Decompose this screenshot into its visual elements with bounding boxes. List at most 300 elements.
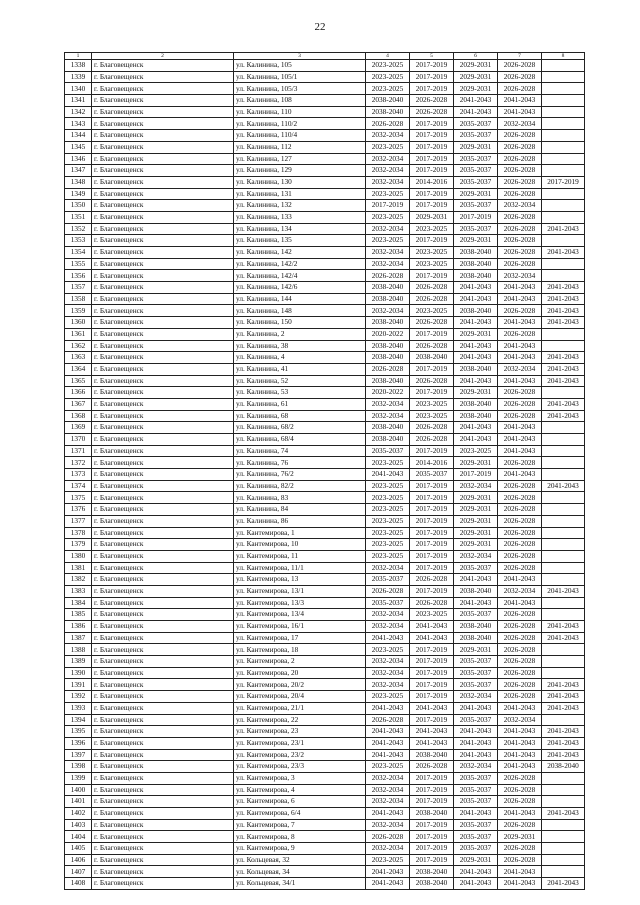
table-row xyxy=(65,434,585,446)
table-row xyxy=(65,328,585,340)
table-row xyxy=(65,352,585,364)
period-cell: 2026-2028 xyxy=(410,293,454,305)
table-row xyxy=(65,176,585,188)
table-row xyxy=(65,726,585,738)
period-cell: 2029-2031 xyxy=(454,457,498,469)
row-number-cell: 1343 xyxy=(65,118,92,130)
row-number-cell: 1408 xyxy=(65,878,92,890)
period-cell: 2041-2043 xyxy=(454,352,498,364)
period-cell: 2041-2043 xyxy=(542,726,585,738)
row-number-cell: 1378 xyxy=(65,527,92,539)
period-cell: 2032-2034 xyxy=(498,118,542,130)
city-cell: г. Благовещенск xyxy=(92,141,234,153)
period-cell: 2041-2043 xyxy=(542,293,585,305)
period-cell xyxy=(542,597,585,609)
period-cell: 2017-2019 xyxy=(410,843,454,855)
period-cell: 2032-2034 xyxy=(366,247,410,259)
period-cell: 2041-2043 xyxy=(542,621,585,633)
column-number: 3 xyxy=(234,53,366,60)
period-cell: 2032-2034 xyxy=(366,223,410,235)
period-cell xyxy=(542,200,585,212)
period-cell: 2032-2034 xyxy=(454,761,498,773)
city-cell: г. Благовещенск xyxy=(92,621,234,633)
row-number-cell: 1386 xyxy=(65,621,92,633)
period-cell: 2038-2040 xyxy=(454,258,498,270)
period-cell: 2026-2028 xyxy=(498,784,542,796)
period-cell: 2038-2040 xyxy=(366,282,410,294)
address-cell: ул. Калинина, 142 xyxy=(234,247,366,259)
period-cell: 2017-2019 xyxy=(410,141,454,153)
column-number: 8 xyxy=(542,53,585,60)
city-cell: г. Благовещенск xyxy=(92,808,234,820)
period-cell xyxy=(542,796,585,808)
period-cell: 2041-2043 xyxy=(498,878,542,890)
period-cell xyxy=(542,854,585,866)
address-cell: ул. Кантемирова, 23/1 xyxy=(234,737,366,749)
table-row xyxy=(65,60,585,72)
address-cell: ул. Калинина, 53 xyxy=(234,387,366,399)
address-cell: ул. Кантемирова, 13/3 xyxy=(234,597,366,609)
table-row xyxy=(65,317,585,329)
period-cell: 2017-2019 xyxy=(410,714,454,726)
period-cell: 2041-2043 xyxy=(454,422,498,434)
period-cell: 2023-2025 xyxy=(410,305,454,317)
period-cell: 2038-2040 xyxy=(366,434,410,446)
period-cell: 2026-2028 xyxy=(498,480,542,492)
period-cell: 2041-2043 xyxy=(366,726,410,738)
period-cell xyxy=(542,539,585,551)
period-cell: 2026-2028 xyxy=(366,831,410,843)
period-cell xyxy=(542,656,585,668)
period-cell: 2017-2019 xyxy=(410,539,454,551)
period-cell xyxy=(542,118,585,130)
table-row xyxy=(65,223,585,235)
column-number: 4 xyxy=(366,53,410,60)
table-row xyxy=(65,282,585,294)
city-cell: г. Благовещенск xyxy=(92,667,234,679)
period-cell: 2023-2025 xyxy=(366,141,410,153)
row-number-cell: 1404 xyxy=(65,831,92,843)
period-cell: 2026-2028 xyxy=(498,165,542,177)
row-number-cell: 1406 xyxy=(65,854,92,866)
address-cell: ул. Кантемирова, 23 xyxy=(234,726,366,738)
period-cell xyxy=(542,504,585,516)
period-cell xyxy=(542,270,585,282)
period-cell: 2041-2043 xyxy=(542,480,585,492)
table-row xyxy=(65,808,585,820)
period-cell xyxy=(542,492,585,504)
period-cell: 2032-2034 xyxy=(454,480,498,492)
period-cell: 2026-2028 xyxy=(498,457,542,469)
period-cell: 2041-2043 xyxy=(454,340,498,352)
period-cell: 2041-2043 xyxy=(498,95,542,107)
period-cell: 2026-2028 xyxy=(410,761,454,773)
address-cell: ул. Кантемирова, 10 xyxy=(234,539,366,551)
period-cell: 2023-2025 xyxy=(366,761,410,773)
city-cell: г. Благовещенск xyxy=(92,398,234,410)
period-cell: 2041-2043 xyxy=(542,749,585,761)
row-number-cell: 1359 xyxy=(65,305,92,317)
row-number-cell: 1357 xyxy=(65,282,92,294)
table-row xyxy=(65,153,585,165)
period-cell: 2026-2028 xyxy=(366,270,410,282)
address-cell: ул. Калинина, 110/4 xyxy=(234,130,366,142)
table-row xyxy=(65,480,585,492)
city-cell: г. Благовещенск xyxy=(92,95,234,107)
period-cell: 2026-2028 xyxy=(498,644,542,656)
period-cell: 2017-2019 xyxy=(542,176,585,188)
table-row xyxy=(65,457,585,469)
period-cell: 2014-2016 xyxy=(410,176,454,188)
period-cell: 2035-2037 xyxy=(366,445,410,457)
period-cell: 2041-2043 xyxy=(498,574,542,586)
city-cell: г. Благовещенск xyxy=(92,352,234,364)
period-cell: 2041-2043 xyxy=(498,317,542,329)
city-cell: г. Благовещенск xyxy=(92,504,234,516)
address-cell: ул. Калинина, 76 xyxy=(234,457,366,469)
period-cell: 2029-2031 xyxy=(454,504,498,516)
row-number-cell: 1377 xyxy=(65,515,92,527)
period-cell: 2038-2040 xyxy=(454,398,498,410)
table-row xyxy=(65,843,585,855)
period-cell: 2029-2031 xyxy=(454,539,498,551)
period-cell: 2038-2040 xyxy=(366,293,410,305)
row-number-cell: 1396 xyxy=(65,737,92,749)
period-cell: 2023-2025 xyxy=(366,527,410,539)
period-cell: 2026-2028 xyxy=(498,515,542,527)
period-cell: 2026-2028 xyxy=(498,398,542,410)
address-cell: ул. Кантемирова, 4 xyxy=(234,784,366,796)
registry-body xyxy=(65,60,585,890)
period-cell: 2032-2034 xyxy=(366,398,410,410)
period-cell xyxy=(542,866,585,878)
city-cell: г. Благовещенск xyxy=(92,165,234,177)
address-cell: ул. Калинина, 148 xyxy=(234,305,366,317)
period-cell: 2041-2043 xyxy=(454,808,498,820)
period-cell: 2023-2025 xyxy=(366,480,410,492)
city-cell: г. Благовещенск xyxy=(92,679,234,691)
period-cell: 2041-2043 xyxy=(366,469,410,481)
table-row xyxy=(65,574,585,586)
table-row xyxy=(65,95,585,107)
period-cell: 2041-2043 xyxy=(498,422,542,434)
table-row xyxy=(65,188,585,200)
period-cell: 2041-2043 xyxy=(498,434,542,446)
period-cell: 2041-2043 xyxy=(498,726,542,738)
address-cell: ул. Кантемирова, 2 xyxy=(234,656,366,668)
row-number-cell: 1350 xyxy=(65,200,92,212)
row-number-cell: 1385 xyxy=(65,609,92,621)
period-cell: 2032-2034 xyxy=(366,784,410,796)
period-cell: 2038-2040 xyxy=(454,410,498,422)
period-cell: 2035-2037 xyxy=(454,772,498,784)
period-cell: 2026-2028 xyxy=(498,235,542,247)
city-cell: г. Благовещенск xyxy=(92,118,234,130)
address-cell: ул. Калинина, 61 xyxy=(234,398,366,410)
city-cell: г. Благовещенск xyxy=(92,878,234,890)
table-row xyxy=(65,679,585,691)
row-number-cell: 1352 xyxy=(65,223,92,235)
row-number-cell: 1405 xyxy=(65,843,92,855)
city-cell: г. Благовещенск xyxy=(92,188,234,200)
period-cell: 2041-2043 xyxy=(498,293,542,305)
period-cell: 2035-2037 xyxy=(454,609,498,621)
period-cell: 2026-2028 xyxy=(498,492,542,504)
row-number-cell: 1349 xyxy=(65,188,92,200)
row-number-cell: 1342 xyxy=(65,106,92,118)
city-cell: г. Благовещенск xyxy=(92,247,234,259)
period-cell: 2017-2019 xyxy=(410,387,454,399)
period-cell: 2029-2031 xyxy=(454,141,498,153)
address-cell: ул. Кантемирова, 13/4 xyxy=(234,609,366,621)
period-cell: 2029-2031 xyxy=(498,831,542,843)
period-cell: 2041-2043 xyxy=(454,106,498,118)
address-cell: ул. Калинина, 74 xyxy=(234,445,366,457)
row-number-cell: 1371 xyxy=(65,445,92,457)
period-cell: 2041-2043 xyxy=(498,761,542,773)
period-cell: 2041-2043 xyxy=(542,282,585,294)
address-cell: ул. Калинина, 4 xyxy=(234,352,366,364)
period-cell: 2026-2028 xyxy=(498,258,542,270)
table-row xyxy=(65,714,585,726)
period-cell: 2014-2016 xyxy=(410,457,454,469)
period-cell xyxy=(542,165,585,177)
period-cell: 2041-2043 xyxy=(542,363,585,375)
city-cell: г. Благовещенск xyxy=(92,317,234,329)
period-cell: 2032-2034 xyxy=(366,843,410,855)
period-cell: 2017-2019 xyxy=(410,130,454,142)
city-cell: г. Благовещенск xyxy=(92,340,234,352)
period-cell: 2029-2031 xyxy=(454,854,498,866)
period-cell: 2023-2025 xyxy=(366,211,410,223)
table-row xyxy=(65,866,585,878)
period-cell: 2038-2040 xyxy=(410,808,454,820)
period-cell: 2038-2040 xyxy=(366,106,410,118)
table-row xyxy=(65,83,585,95)
table-row xyxy=(65,270,585,282)
period-cell: 2026-2028 xyxy=(498,504,542,516)
row-number-cell: 1366 xyxy=(65,387,92,399)
row-number-cell: 1400 xyxy=(65,784,92,796)
period-cell: 2041-2043 xyxy=(542,317,585,329)
row-number-cell: 1401 xyxy=(65,796,92,808)
registry-table xyxy=(64,52,585,890)
table-row xyxy=(65,562,585,574)
period-cell xyxy=(542,83,585,95)
city-cell: г. Благовещенск xyxy=(92,492,234,504)
period-cell: 2041-2043 xyxy=(454,597,498,609)
period-cell: 2017-2019 xyxy=(410,819,454,831)
table-row xyxy=(65,200,585,212)
period-cell: 2026-2028 xyxy=(498,141,542,153)
period-cell xyxy=(542,434,585,446)
period-cell xyxy=(542,843,585,855)
table-row xyxy=(65,515,585,527)
row-number-cell: 1361 xyxy=(65,328,92,340)
table-row xyxy=(65,691,585,703)
address-cell: ул. Калинина, 110/2 xyxy=(234,118,366,130)
period-cell: 2041-2043 xyxy=(542,679,585,691)
period-cell: 2032-2034 xyxy=(498,714,542,726)
period-cell: 2026-2028 xyxy=(410,574,454,586)
address-cell: ул. Калинина, 131 xyxy=(234,188,366,200)
city-cell: г. Благовещенск xyxy=(92,539,234,551)
period-cell: 2017-2019 xyxy=(410,550,454,562)
period-cell: 2038-2040 xyxy=(454,621,498,633)
address-cell: ул. Калинина, 127 xyxy=(234,153,366,165)
table-row xyxy=(65,211,585,223)
city-cell: г. Благовещенск xyxy=(92,363,234,375)
period-cell: 2017-2019 xyxy=(410,562,454,574)
period-cell: 2029-2031 xyxy=(454,235,498,247)
city-cell: г. Благовещенск xyxy=(92,702,234,714)
period-cell xyxy=(542,60,585,72)
table-row xyxy=(65,539,585,551)
table-row xyxy=(65,340,585,352)
period-cell xyxy=(542,574,585,586)
city-cell: г. Благовещенск xyxy=(92,223,234,235)
address-cell: ул. Калинина, 105/1 xyxy=(234,71,366,83)
period-cell: 2029-2031 xyxy=(454,71,498,83)
address-cell: ул. Кольцевая, 32 xyxy=(234,854,366,866)
city-cell: г. Благовещенск xyxy=(92,550,234,562)
period-cell: 2026-2028 xyxy=(498,211,542,223)
row-number-cell: 1351 xyxy=(65,211,92,223)
period-cell: 2041-2043 xyxy=(454,737,498,749)
address-cell: ул. Кантемирова, 6/4 xyxy=(234,808,366,820)
period-cell: 2032-2034 xyxy=(498,270,542,282)
period-cell: 2038-2040 xyxy=(454,585,498,597)
period-cell: 2026-2028 xyxy=(366,363,410,375)
address-cell: ул. Кантемирова, 1 xyxy=(234,527,366,539)
period-cell: 2026-2028 xyxy=(498,621,542,633)
city-cell: г. Благовещенск xyxy=(92,644,234,656)
period-cell: 2017-2019 xyxy=(410,585,454,597)
period-cell: 2029-2031 xyxy=(454,328,498,340)
period-cell: 2041-2043 xyxy=(542,808,585,820)
address-cell: ул. Калинина, 82/2 xyxy=(234,480,366,492)
row-number-cell: 1358 xyxy=(65,293,92,305)
period-cell: 2038-2040 xyxy=(410,352,454,364)
city-cell: г. Благовещенск xyxy=(92,597,234,609)
period-cell: 2017-2019 xyxy=(410,527,454,539)
period-cell: 2041-2043 xyxy=(410,632,454,644)
table-row xyxy=(65,854,585,866)
city-cell: г. Благовещенск xyxy=(92,375,234,387)
period-cell: 2041-2043 xyxy=(366,702,410,714)
period-cell: 2026-2028 xyxy=(498,527,542,539)
period-cell: 2026-2028 xyxy=(498,772,542,784)
period-cell: 2017-2019 xyxy=(410,71,454,83)
city-cell: г. Благовещенск xyxy=(92,235,234,247)
period-cell: 2023-2025 xyxy=(454,445,498,457)
period-cell: 2029-2031 xyxy=(454,83,498,95)
period-cell: 2023-2025 xyxy=(410,247,454,259)
period-cell: 2017-2019 xyxy=(454,211,498,223)
period-cell xyxy=(542,153,585,165)
city-cell: г. Благовещенск xyxy=(92,106,234,118)
period-cell: 2032-2034 xyxy=(366,667,410,679)
period-cell: 2041-2043 xyxy=(498,808,542,820)
period-cell: 2032-2034 xyxy=(366,176,410,188)
period-cell xyxy=(542,819,585,831)
period-cell: 2038-2040 xyxy=(410,749,454,761)
row-number-cell: 1395 xyxy=(65,726,92,738)
period-cell: 2041-2043 xyxy=(410,702,454,714)
address-cell: ул. Калинина, 41 xyxy=(234,363,366,375)
period-cell: 2038-2040 xyxy=(366,422,410,434)
period-cell: 2041-2043 xyxy=(366,808,410,820)
table-row xyxy=(65,609,585,621)
address-cell: ул. Калинина, 38 xyxy=(234,340,366,352)
row-number-cell: 1363 xyxy=(65,352,92,364)
period-cell: 2026-2028 xyxy=(498,679,542,691)
period-cell: 2023-2025 xyxy=(366,235,410,247)
row-number-cell: 1362 xyxy=(65,340,92,352)
table-row xyxy=(65,585,585,597)
column-number: 2 xyxy=(92,53,234,60)
column-number: 7 xyxy=(498,53,542,60)
period-cell: 2026-2028 xyxy=(498,60,542,72)
period-cell: 2026-2028 xyxy=(498,328,542,340)
period-cell xyxy=(542,445,585,457)
city-cell: г. Благовещенск xyxy=(92,434,234,446)
city-cell: г. Благовещенск xyxy=(92,796,234,808)
period-cell: 2035-2037 xyxy=(454,130,498,142)
city-cell: г. Благовещенск xyxy=(92,574,234,586)
row-number-cell: 1347 xyxy=(65,165,92,177)
city-cell: г. Благовещенск xyxy=(92,410,234,422)
address-cell: ул. Кольцевая, 34 xyxy=(234,866,366,878)
period-cell xyxy=(542,328,585,340)
address-cell: ул. Кантемирова, 6 xyxy=(234,796,366,808)
period-cell: 2041-2043 xyxy=(454,878,498,890)
table-row xyxy=(65,422,585,434)
row-number-cell: 1387 xyxy=(65,632,92,644)
period-cell: 2032-2034 xyxy=(454,550,498,562)
period-cell: 2023-2025 xyxy=(366,457,410,469)
period-cell: 2041-2043 xyxy=(498,866,542,878)
period-cell: 2026-2028 xyxy=(366,714,410,726)
row-number-cell: 1382 xyxy=(65,574,92,586)
period-cell: 2023-2025 xyxy=(366,188,410,200)
period-cell: 2041-2043 xyxy=(454,702,498,714)
address-cell: ул. Калинина, 2 xyxy=(234,328,366,340)
period-cell xyxy=(542,772,585,784)
period-cell: 2026-2028 xyxy=(498,819,542,831)
table-row xyxy=(65,527,585,539)
table-row xyxy=(65,71,585,83)
city-cell: г. Благовещенск xyxy=(92,83,234,95)
period-cell: 2035-2037 xyxy=(454,223,498,235)
period-cell: 2017-2019 xyxy=(410,796,454,808)
column-number: 6 xyxy=(454,53,498,60)
period-cell xyxy=(542,141,585,153)
period-cell: 2041-2043 xyxy=(454,282,498,294)
address-cell: ул. Калинина, 84 xyxy=(234,504,366,516)
period-cell: 2026-2028 xyxy=(410,95,454,107)
city-cell: г. Благовещенск xyxy=(92,819,234,831)
period-cell: 2017-2019 xyxy=(410,363,454,375)
table-row xyxy=(65,796,585,808)
period-cell xyxy=(542,644,585,656)
city-cell: г. Благовещенск xyxy=(92,282,234,294)
period-cell: 2026-2028 xyxy=(498,176,542,188)
row-number-cell: 1375 xyxy=(65,492,92,504)
period-cell: 2041-2043 xyxy=(498,702,542,714)
city-cell: г. Благовещенск xyxy=(92,211,234,223)
period-cell: 2041-2043 xyxy=(498,106,542,118)
